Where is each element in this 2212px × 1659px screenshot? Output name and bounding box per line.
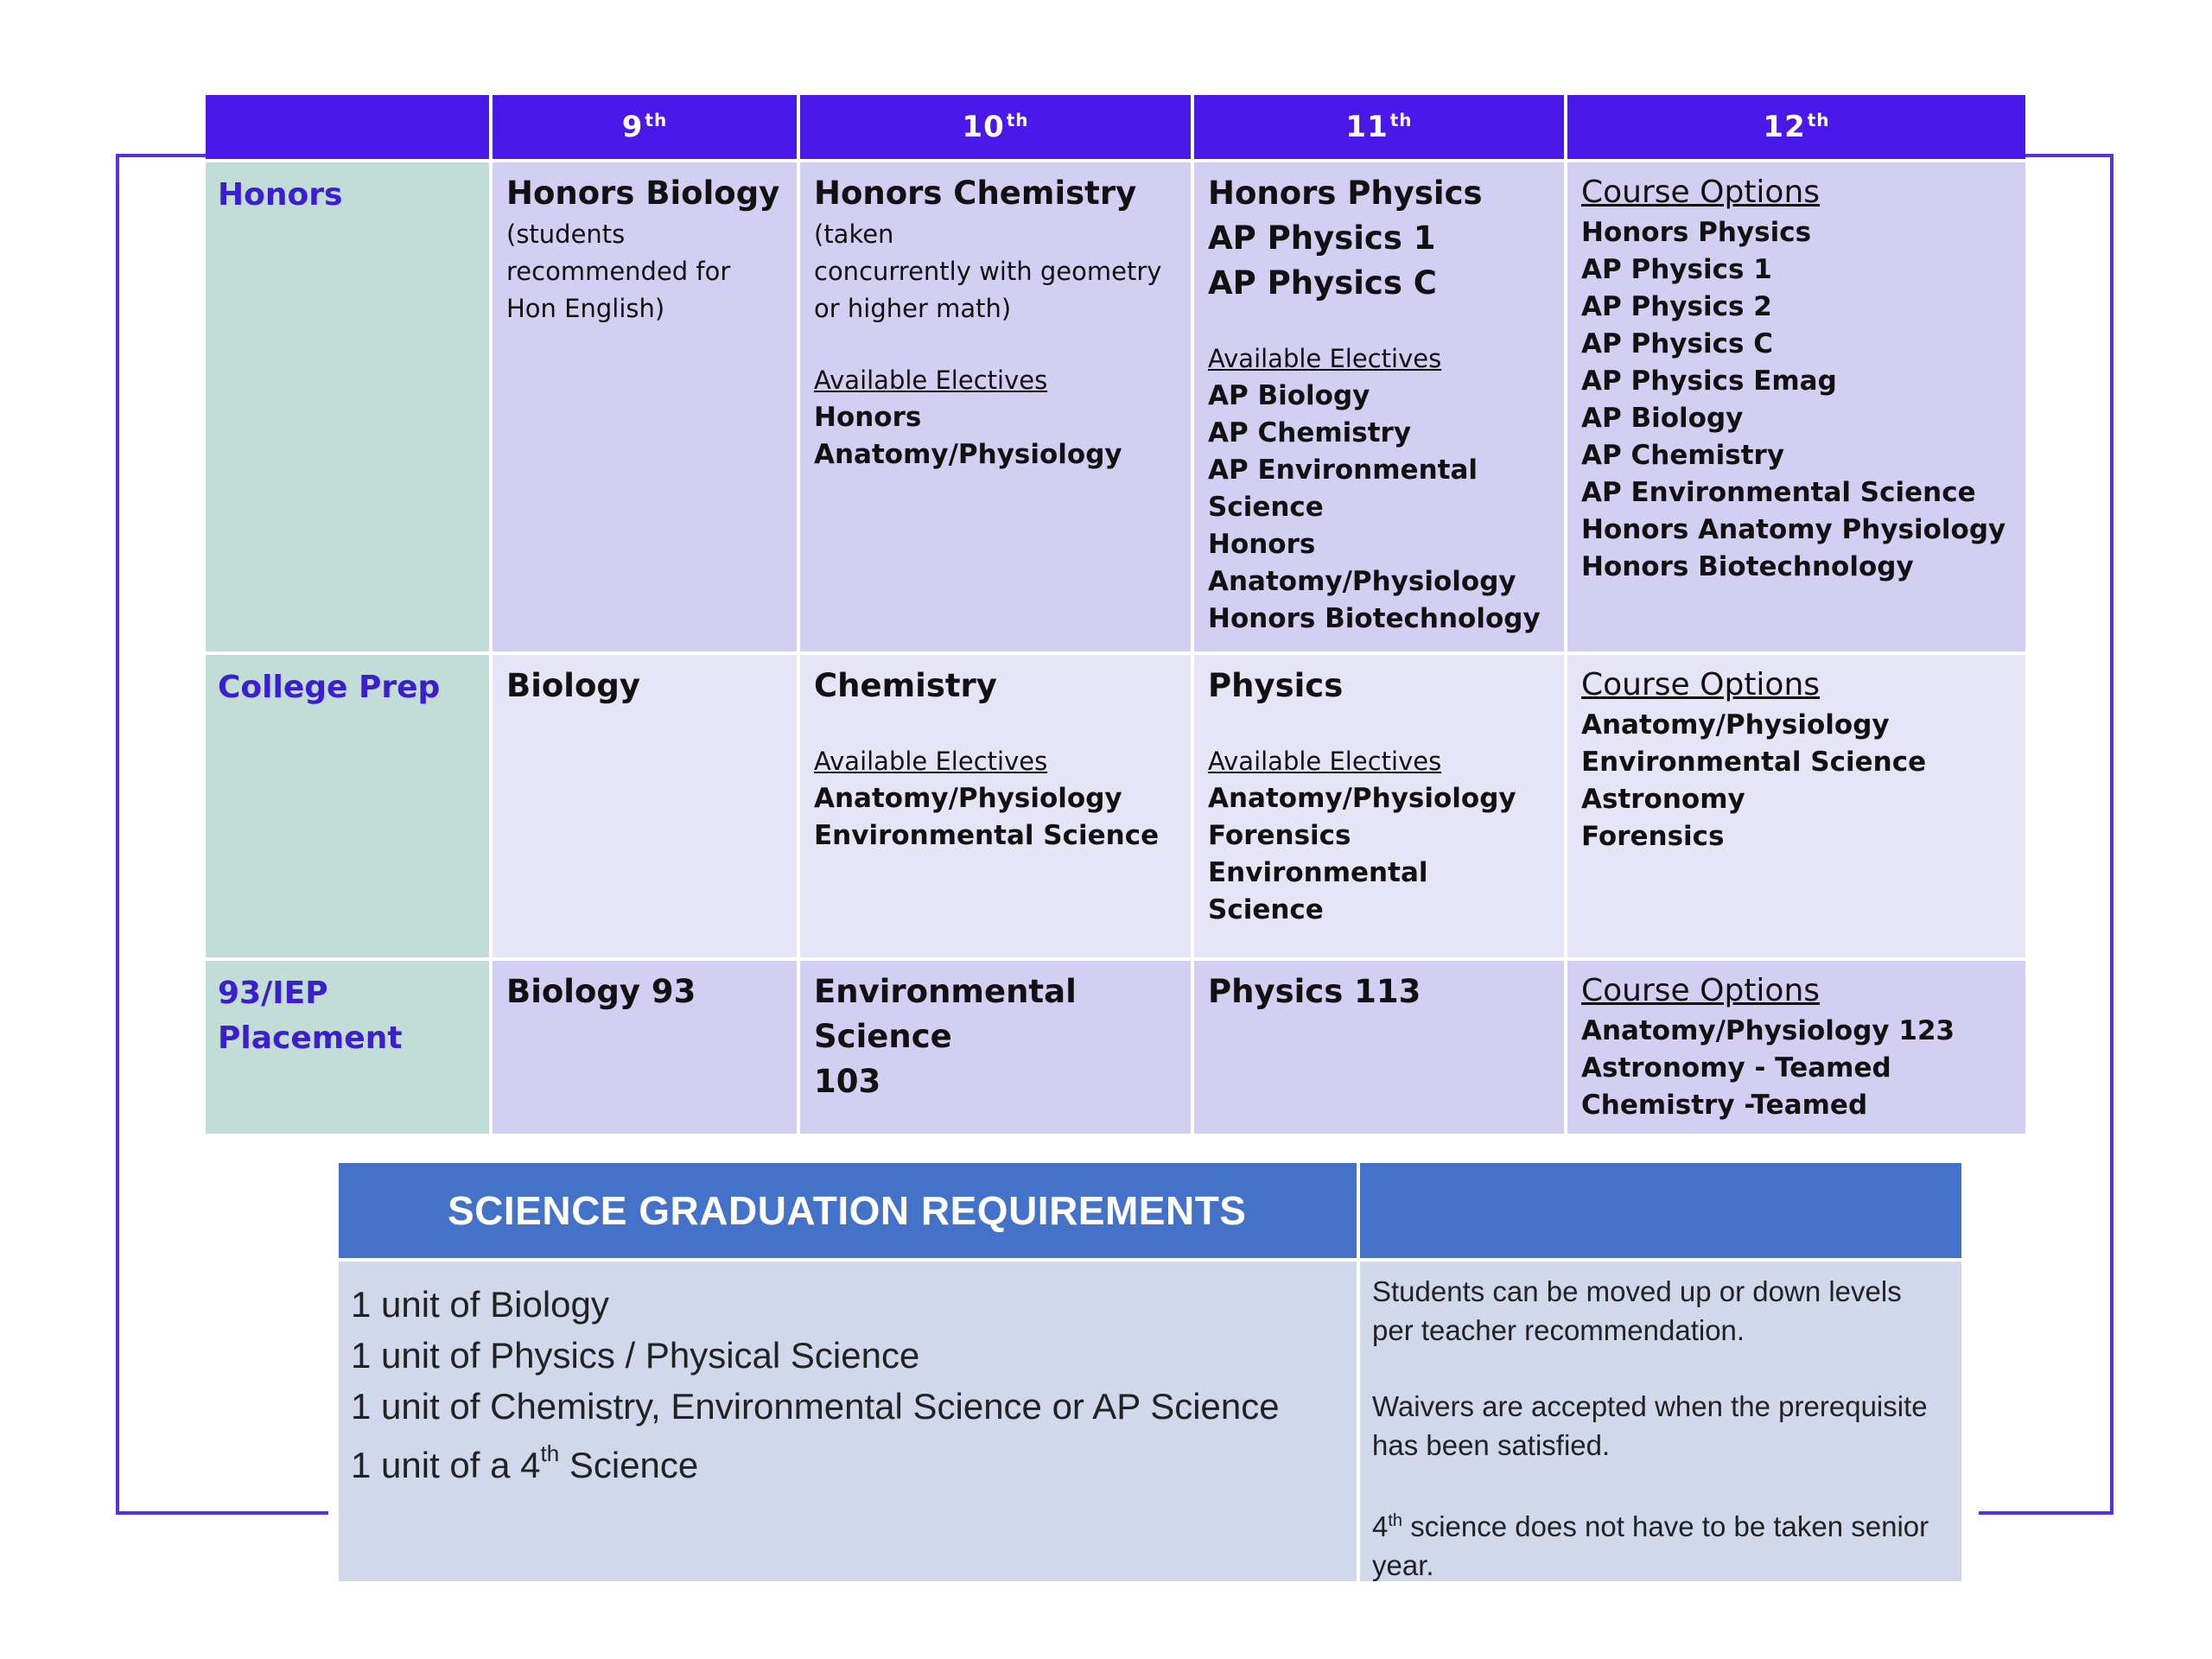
course-title: Biology 93 <box>506 973 696 1010</box>
header-grade-9: 9 $^{th}$ <box>493 95 797 159</box>
cp-grade-9 <box>493 655 797 957</box>
graduation-requirements-table <box>339 1163 1961 1581</box>
option-item: Honors Anatomy Physiology <box>1581 514 2006 545</box>
course-title: Honors Biology <box>506 175 780 212</box>
note-paragraph: Students can be moved up or down levels per teacher recommendation. <box>1372 1275 1902 1346</box>
option-item: Anatomy/Physiology 123 <box>1581 1015 1955 1046</box>
cp-grade-11 <box>1194 655 1564 957</box>
elective-item: Environmental Science <box>1208 857 1428 925</box>
elective-item: Honors Biotechnology <box>1208 603 1541 634</box>
electives-label: Available Electives <box>1208 344 1442 373</box>
option-item: Astronomy - Teamed <box>1581 1052 1891 1084</box>
row-label-iep: 93/IEP Placement <box>206 961 489 1134</box>
option-item: Forensics <box>1581 821 1725 852</box>
cp-grade-10 <box>800 655 1191 957</box>
option-item: Astronomy <box>1581 784 1745 815</box>
course-sequence-table <box>206 95 2018 1132</box>
honors-grade-11 <box>1194 162 1564 652</box>
iep-grade-10 <box>800 961 1191 1134</box>
elective-item: Forensics <box>1208 820 1351 851</box>
course-title: Environmental Science <box>814 973 1077 1055</box>
honors-grade-12 <box>1567 162 2025 652</box>
course-title: Honors Physics <box>1208 175 1483 212</box>
course-title: 103 <box>814 1063 881 1100</box>
header-grade-12: 12 $^{th}$ <box>1567 95 2025 159</box>
note-paragraph: Waivers are accepted when the prerequisite has been satisfied. <box>1372 1390 1928 1461</box>
electives-label: Available Electives <box>814 365 1048 395</box>
iep-grade-11 <box>1194 961 1564 1134</box>
elective-item: Honors <box>1208 529 1316 560</box>
course-title: AP Physics C <box>1208 264 1437 302</box>
frame-bottom-right <box>1979 1511 2113 1515</box>
cp-grade-12 <box>1567 655 2025 957</box>
electives-label: Available Electives <box>1208 747 1442 776</box>
requirement-item: 1 unit of a 4th Science <box>351 1440 699 1485</box>
options-label: Course Options <box>1581 973 1821 1008</box>
option-item: AP Biology <box>1581 403 1744 434</box>
iep-grade-12 <box>1567 961 2025 1134</box>
option-item: Environmental Science <box>1581 747 1927 778</box>
option-item: Honors Physics <box>1581 217 1812 248</box>
option-item: Honors Biotechnology <box>1581 551 1914 582</box>
course-note: concurrently with geometry or higher math) <box>814 257 1162 323</box>
option-item: AP Physics 2 <box>1581 291 1772 322</box>
note-paragraph: 4th science does not have to be taken senior year. <box>1372 1510 1929 1581</box>
requirements-notes <box>1360 1262 1961 1581</box>
requirement-item: 1 unit of Biology <box>351 1284 609 1325</box>
course-title: Chemistry <box>814 667 997 704</box>
option-item: AP Environmental Science <box>1581 477 1976 508</box>
elective-item: AP Chemistry <box>1208 417 1412 448</box>
requirements-title: SCIENCE GRADUATION REQUIREMENTS <box>339 1163 1357 1258</box>
row-label-honors: Honors <box>206 162 489 652</box>
frame-bottom-left <box>116 1511 328 1515</box>
option-item: Chemistry -Teamed <box>1581 1090 1868 1121</box>
header-blank <box>206 95 489 159</box>
course-title: AP Physics 1 <box>1208 219 1436 257</box>
requirements-header-blank <box>1360 1163 1961 1258</box>
options-label: Course Options <box>1581 175 1821 210</box>
iep-grade-9 <box>493 961 797 1134</box>
elective-item: Environmental Science <box>814 820 1160 851</box>
option-item: Anatomy/Physiology <box>1581 709 1890 741</box>
option-item: AP Physics 1 <box>1581 254 1772 285</box>
header-grade-11: 11 $^{th}$ <box>1194 95 1564 159</box>
requirement-item: 1 unit of Physics / Physical Science <box>351 1335 920 1376</box>
elective-item: Honors <box>814 402 922 433</box>
elective-item: Anatomy/Physiology <box>1208 783 1516 814</box>
row-label-college-prep: College Prep <box>206 655 489 957</box>
course-title: Physics 113 <box>1208 973 1421 1010</box>
honors-grade-10 <box>800 162 1191 652</box>
elective-item: AP Environmental Science <box>1208 454 1478 523</box>
honors-grade-9 <box>493 162 797 652</box>
elective-item: Anatomy/Physiology <box>1208 566 1516 597</box>
requirement-item: 1 unit of Chemistry, Environmental Science or AP Science <box>351 1386 1280 1427</box>
option-item: AP Physics C <box>1581 328 1773 359</box>
electives-label: Available Electives <box>814 747 1048 776</box>
options-label: Course Options <box>1581 667 1821 702</box>
course-title: Physics <box>1208 667 1344 704</box>
elective-item: AP Biology <box>1208 380 1370 411</box>
elective-item: Anatomy/Physiology <box>814 439 1122 470</box>
header-grade-10: 10 $^{th}$ <box>800 95 1191 159</box>
requirements-list <box>339 1262 1357 1581</box>
course-note: (students recommended for Hon English) <box>506 219 731 323</box>
course-title-line: Honors Chemistry (taken <box>814 175 1137 249</box>
elective-item: Anatomy/Physiology <box>814 783 1122 814</box>
option-item: AP Physics Emag <box>1581 365 1837 397</box>
course-title: Biology <box>506 667 641 704</box>
option-item: AP Chemistry <box>1581 440 1785 471</box>
